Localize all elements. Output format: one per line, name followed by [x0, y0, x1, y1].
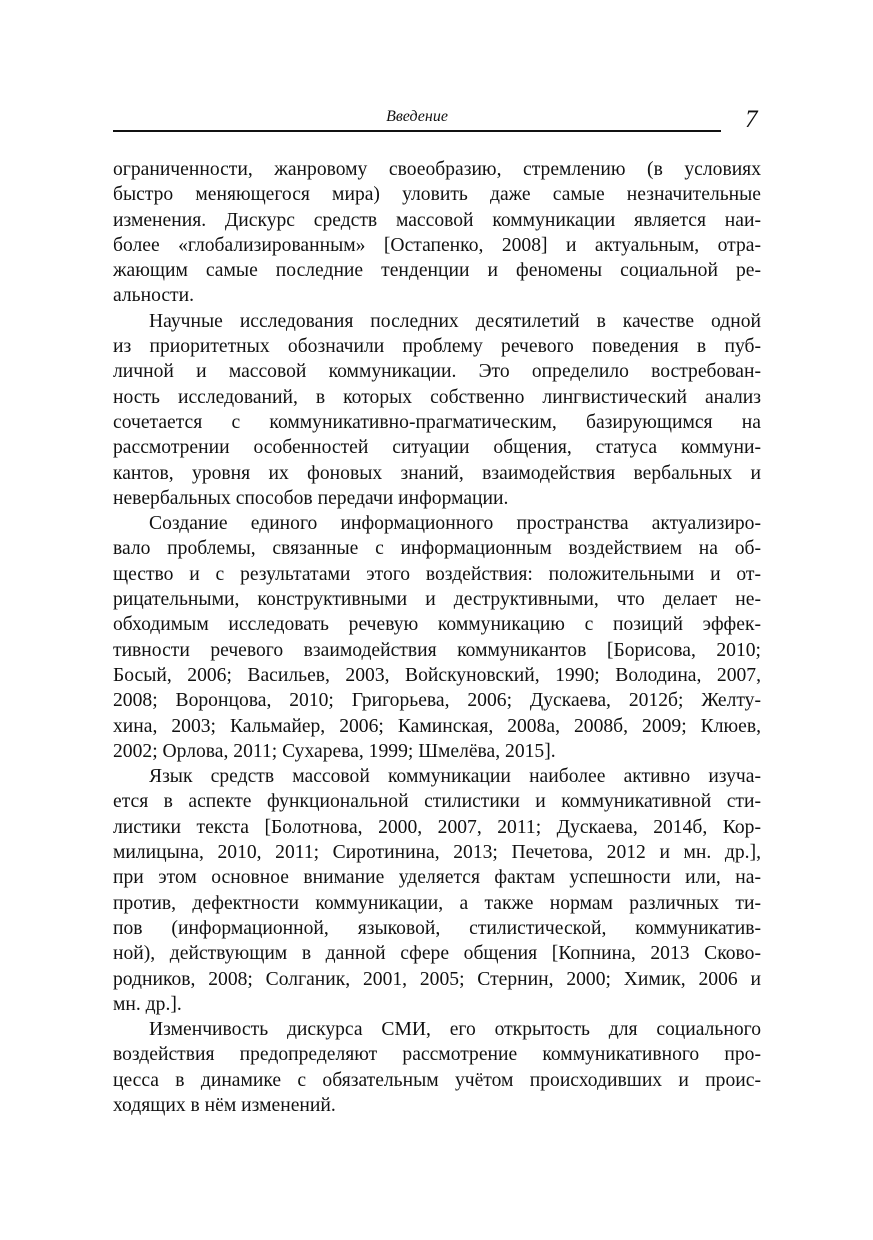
text-line: ходящих в нём изменений.	[113, 1094, 336, 1116]
text-line: ной), действующим в данной сфере общения [Копнина, 2013 Сково-	[113, 943, 761, 965]
text-line: тивности речевого взаимодействия коммуникантов [Борисова, 2010;	[113, 639, 761, 661]
text-line: более «глобализированным» [Остапенко, 2008] и актуальным, отра-	[113, 234, 761, 256]
text-line: родников, 2008; Солганик, 2001, 2005; Стернин, 2000; Химик, 2006 и	[113, 968, 761, 990]
body-text	[113, 157, 761, 1118]
text-line: быстро меняющегося мира) уловить даже самые незначительные	[113, 184, 761, 206]
running-title: Введение	[386, 108, 448, 125]
text-line: хина, 2003; Кальмайер, 2006; Каминская, 2008а, 2008б, 2009; Клюев,	[113, 715, 761, 737]
text-line: жающим самые последние тенденции и феномены социальной ре-	[113, 260, 761, 282]
text-line: листики текста [Болотнова, 2000, 2007, 2011; Дускаева, 2014б, Кор-	[113, 816, 761, 838]
text-line: кантов, уровня их фоновых знаний, взаимодействия вербальных и	[113, 462, 761, 484]
running-head	[113, 104, 721, 132]
text-line: против, дефектности коммуникации, а также нормам различных ти-	[113, 892, 761, 914]
text-line: обходимым исследовать речевую коммуникацию с позиций эффек-	[113, 614, 761, 636]
text-line: ограниченности, жанровому своеобразию, стремлению (в условиях	[113, 159, 761, 180]
text-line: Язык средств массовой коммуникации наиболее активно изуча-	[149, 766, 761, 788]
paragraph-1	[113, 157, 761, 309]
text-line: пов (информационной, языковой, стилистической, коммуникатив-	[113, 917, 761, 939]
paragraph-5	[113, 1017, 761, 1118]
text-line: воздействия предопределяют рассмотрение коммуникативного про-	[113, 1044, 761, 1066]
page-number: 7	[745, 106, 758, 133]
text-line: ность исследований, в которых собственно лингвистический анализ	[113, 386, 761, 408]
text-line: 2002; Орлова, 2011; Сухарева, 1999; Шмелёва, 2015].	[113, 740, 556, 762]
text-line: альности.	[113, 285, 194, 307]
text-line: личной и массовой коммуникации. Это определило востребован-	[113, 361, 761, 383]
text-line: щество и с результатами этого воздействия: положительными и от-	[113, 563, 761, 585]
text-line: при этом основное внимание уделяется фактам успешности или, на-	[113, 867, 761, 889]
text-line: рассмотрении особенностей ситуации общения, статуса коммуни-	[113, 437, 761, 459]
text-line: вало проблемы, связанные с информационным воздействием на об-	[113, 538, 761, 560]
text-line: Научные исследования последних десятилетий в качестве одной	[149, 310, 761, 332]
text-line: милицына, 2010, 2011; Сиротинина, 2013; Печетова, 2012 и мн. др.],	[113, 842, 761, 864]
text-line: Создание единого информационного пространства актуализиро-	[149, 513, 761, 535]
text-line: мн. др.].	[113, 993, 182, 1015]
text-line: рицательными, конструктивными и деструктивными, что делает не-	[113, 589, 761, 611]
text-line: невербальных способов передачи информации.	[113, 487, 509, 509]
paragraph-3	[113, 511, 761, 764]
text-line: изменения. Дискурс средств массовой коммуникации является наи-	[113, 209, 761, 231]
text-line: из приоритетных обозначили проблему речевого поведения в пуб-	[113, 336, 761, 358]
paragraph-4	[113, 764, 761, 1017]
paragraph-2	[113, 309, 761, 511]
text-line: цесса в динамике с обязательным учётом происходивших и проис-	[113, 1069, 761, 1091]
text-line: ется в аспекте функциональной стилистики и коммуникативной сти-	[113, 791, 761, 813]
text-line: Изменчивость дискурса СМИ, его открытость для социального	[149, 1019, 761, 1041]
text-line: Босый, 2006; Васильев, 2003, Войскуновский, 1990; Володина, 2007,	[113, 664, 761, 686]
text-line: 2008; Воронцова, 2010; Григорьева, 2006; Дускаева, 2012б; Желту-	[113, 690, 761, 712]
text-line: сочетается с коммуникативно-прагматическим, базирующимся на	[113, 411, 761, 433]
